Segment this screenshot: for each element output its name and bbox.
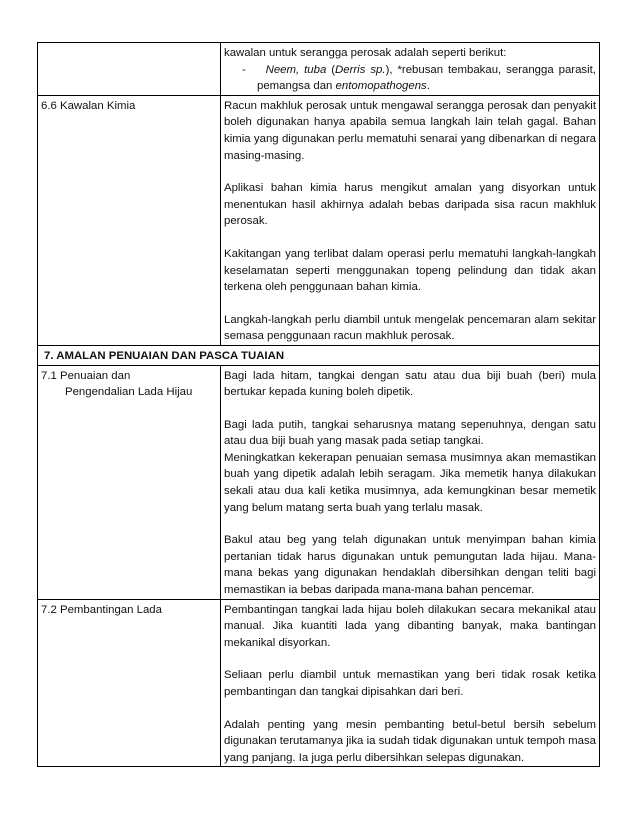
list-dash: -: [242, 63, 246, 76]
list-item: - Neem, tuba (Derris sp.), *rebusan tembakau, serangga parasit, pemangsa dan entomopathogens.: [242, 63, 596, 93]
table-row-6-6: [38, 95, 600, 345]
label-cell: [38, 95, 221, 345]
row-label: 6.6 Kawalan Kimia: [41, 99, 136, 112]
paragraph: Adalah penting yang mesin pembanting betul-betul bersih sebelum digunakan terutamanya jika ia sudah tidak digunakan untuk tempoh masa yang panjang. Ia juga perlu dibersihkan selepas digunakan.: [224, 718, 596, 764]
table-row-continuation: [38, 43, 600, 96]
paragraph: Racun makhluk perosak untuk mengawal serangga perosak dan penyakit boleh digunakan hanya apabila semua langkah lain telah gagal. Bahan kimia yang digunakan perlu mematuhi senarai yang dibenarkan di negara masing-masing.: [224, 99, 596, 162]
content-cell: [221, 599, 600, 767]
table-row-7-1: [38, 365, 600, 599]
row-label: 7.2 Pembantingan Lada: [41, 603, 162, 616]
paragraph: Bagi lada putih, tangkai seharusnya matang sepenuhnya, dengan satu atau dua biji buah yang masak pada setiap tangkai.: [224, 418, 596, 448]
derris-text: Derris sp.: [335, 63, 386, 76]
row-label-continued: Pengendalian Lada Hijau: [65, 386, 193, 399]
paragraph: Langkah-langkah perlu diambil untuk mengelak pencemaran alam sekitar semasa penggunaan racun makhluk perosak.: [224, 313, 596, 343]
label-cell: [38, 365, 221, 599]
empty-label-cell: [38, 43, 221, 96]
entomopathogens-text: entomopathogens: [335, 80, 427, 93]
intro-text: kawalan untuk serangga perosak adalah seperti berikut:: [224, 47, 507, 59]
paragraph: Bakul atau beg yang telah digunakan untuk menyimpan bahan kimia pertanian tidak harus digunakan untuk pemungutan lada hijau. Mana-mana bekas yang digunakan hendaklah dibersihkan dengan teliti bagi memastikan ia bebas daripada mana-mana bahan pencemar.: [224, 534, 596, 597]
paragraph: Pembantingan tangkai lada hijau boleh dilakukan secara mekanikal atau manual. Jika kuantiti lada yang dibanting banyak, maka bantingan mekanikal disyorkan.: [224, 603, 596, 649]
table-row-7-2: [38, 599, 600, 767]
paragraph: Meningkatkan kekerapan penuaian semasa musimnya akan memastikan buah yang dipetik adalah lebih seragam. Jika memetik hanya dilakukan sekali atau dua kali ketika musimnya, ada kemungkinan besar memetik yang belum matang serta buah yang terlalu masak.: [224, 451, 596, 514]
paragraph: Aplikasi bahan kimia harus mengikut amalan yang disyorkan untuk menentukan hasil akhirnya adalah bebas daripada sisa racun makhluk perosak.: [224, 182, 596, 228]
content-cell: [221, 365, 600, 599]
neem-text: Neem, tuba: [265, 63, 327, 76]
content-cell: [221, 95, 600, 345]
paragraph: Bagi lada hitam, tangkai dengan satu atau dua biji buah (beri) mula bertukar kepada kuning boleh dipetik.: [224, 369, 596, 399]
guideline-table: [37, 42, 600, 767]
row-label: 7.1 Penuaian dan: [41, 369, 131, 382]
paragraph: Seliaan perlu diambil untuk memastikan yang beri tidak rosak ketika pembantingan dan tangkai dipisahkan dari beri.: [224, 669, 596, 698]
label-cell: [38, 599, 221, 767]
section-heading: 7. AMALAN PENUAIAN DAN PASCA TUAIAN: [38, 345, 600, 365]
paragraph: Kakitangan yang terlibat dalam operasi perlu mematuhi langkah-langkah keselamatan seperti menggunakan topeng pelindung dan tidak akan terkena oleh penggunaan bahan kimia.: [224, 247, 596, 294]
section-heading-row: [38, 345, 600, 365]
content-cell: [221, 43, 600, 96]
